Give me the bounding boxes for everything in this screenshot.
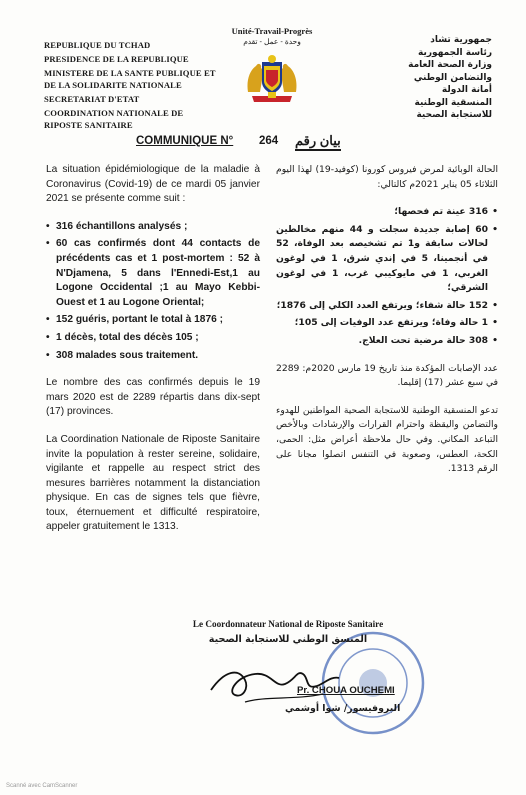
motto-ar: وحدة - عمل - تقدم <box>243 37 301 46</box>
french-bullet: • 308 malades sous traitement. <box>46 349 260 364</box>
french-bullet: • 152 guéris, portant le total à 1876 ; <box>46 313 260 328</box>
header-right-line: أمانة الدولة <box>441 85 492 95</box>
communique-title <box>0 131 526 151</box>
arabic-bullet: • 60 إصابة جديدة سجلت و 44 منهم مخالطين لحالات سابقة و1 تم تشخيصه بعد الوفاة، 52 في أنجمينا، 5 في إندي شرق، 1 في لوغون الغربي، 1 في مايوكيبي غرب، 1 في لوغون الشرقي؛ <box>276 223 498 296</box>
arabic-total: عدد الإصابات المؤكدة منذ تاريخ 19 مارس 2020م: 2289 في سبع عشر (17) إقليما. <box>276 362 498 389</box>
header-left-line: SECRETARIAT D'ETAT <box>44 93 140 104</box>
header-right-line: وزارة الصحة العامة <box>408 60 492 70</box>
scanner-watermark: Scanné avec CamScanner <box>6 783 78 789</box>
french-total: Le nombre des cas confirmés depuis le 19 mars 2020 est de 2289 répartis dans dix-sept (17) provinces. <box>46 377 260 418</box>
header-right-line: للاستجابة الصحية <box>416 110 492 120</box>
header-left-block <box>44 40 219 134</box>
signatory-name-fr: Pr. CHOUA OUCHEMI <box>297 685 395 696</box>
french-column <box>46 163 260 548</box>
arabic-bullet: • 1 حالة وفاة؛ ويرتفع عدد الوفيات إلى 105؛ <box>276 316 498 331</box>
signatory-name-ar: البروفيسور/ شوا أوشمي <box>285 703 401 714</box>
header-left-line: REPUBLIQUE DU TCHAD <box>44 40 151 50</box>
signatory-title-ar: المنسق الوطني للاستجابة الصحية <box>208 634 368 645</box>
french-bullet: • 60 cas confirmés dont 44 contacts de précédents cas et 1 post-mortem : 52 à N'Djamena, 5 dans l'Ennedi-Est,1 au Logone Occidental ;1 au Mayo Kebbi-Ouest et 1 au Logone Oriental; <box>46 237 260 310</box>
header-left-line: PRESIDENCE DE LA REPUBLIQUE <box>44 54 189 65</box>
header-right-line: والتضامن الوطني <box>413 72 492 83</box>
header-right-line: رئاسة الجمهورية <box>418 47 492 58</box>
arabic-bullet-list <box>276 205 498 348</box>
arabic-bullet: • 152 حالة شفاء؛ ويرتفع العدد الكلي إلى 1876؛ <box>276 299 498 314</box>
coat-of-arms-icon <box>244 52 300 104</box>
header-left-line: MINISTERE DE LA SANTE PUBLIQUE ET DE LA SOLIDARITE NATIONALE <box>44 68 216 90</box>
signatory-title-fr: Le Coordonnateur National de Riposte Sanitaire <box>192 619 384 629</box>
communique-number: 264 <box>259 135 279 147</box>
communique-label-ar: بيان رقم <box>295 133 341 151</box>
header-right-block <box>322 34 492 122</box>
header-right-line: المنسقية الوطنية <box>414 97 492 108</box>
french-intro: La situation épidémiologique de la maladie à Coronavirus (Covid-19) de ce mardi 05 janvier 2021 se présente comme suit : <box>46 164 260 205</box>
french-appeal: La Coordination Nationale de Riposte Sanitaire invite la population à rester sereine, solidaire, vigilante et rappelle au respect strict des mesures barrières notamment la distanciation physique. En cas de signes tels que fièvre, toux, éternuement et difficulté respiratoire, appeler gratuitement le 1313. <box>46 433 260 533</box>
french-bullet-list <box>46 220 260 363</box>
header-right-line: جمهورية تشاد <box>430 35 492 45</box>
french-bullet: • 316 échantillons analysés ; <box>46 220 260 235</box>
header-center <box>222 26 322 104</box>
motto-fr: Unité-Travail-Progrès <box>231 26 313 36</box>
arabic-intro: الحالة الوبائية لمرض فيروس كورونا (كوفيد-19) لهذا اليوم الثلاثاء 05 يناير 2021م كالتالي: <box>276 164 498 190</box>
arabic-appeal: تدعو المنسقية الوطنية للاستجابة الصحية المواطنين للهدوء والتضامن واليقظة واحترام القرارات والإرشادات وبالأخص التباعد المكاني. وفي حال ملاحظة أعراض مثل: الحمى، الكحة، العطس، وصعوبة في التنفس اتصلوا مجانا على الرقم 1313. <box>276 404 498 475</box>
arabic-bullet: • 316 عينة تم فحصها؛ <box>276 205 498 220</box>
header-left-line: COORDINATION NATIONALE DE RIPOSTE SANITAIRE <box>44 107 184 130</box>
signature-block <box>138 619 438 645</box>
arabic-column <box>276 163 498 490</box>
communique-label-fr: COMMUNIQUE N° <box>136 135 234 147</box>
french-bullet: • 1 décès, total des décès 105 ; <box>46 331 260 346</box>
arabic-bullet: • 308 حالة مرضية تحت العلاج. <box>276 334 498 349</box>
